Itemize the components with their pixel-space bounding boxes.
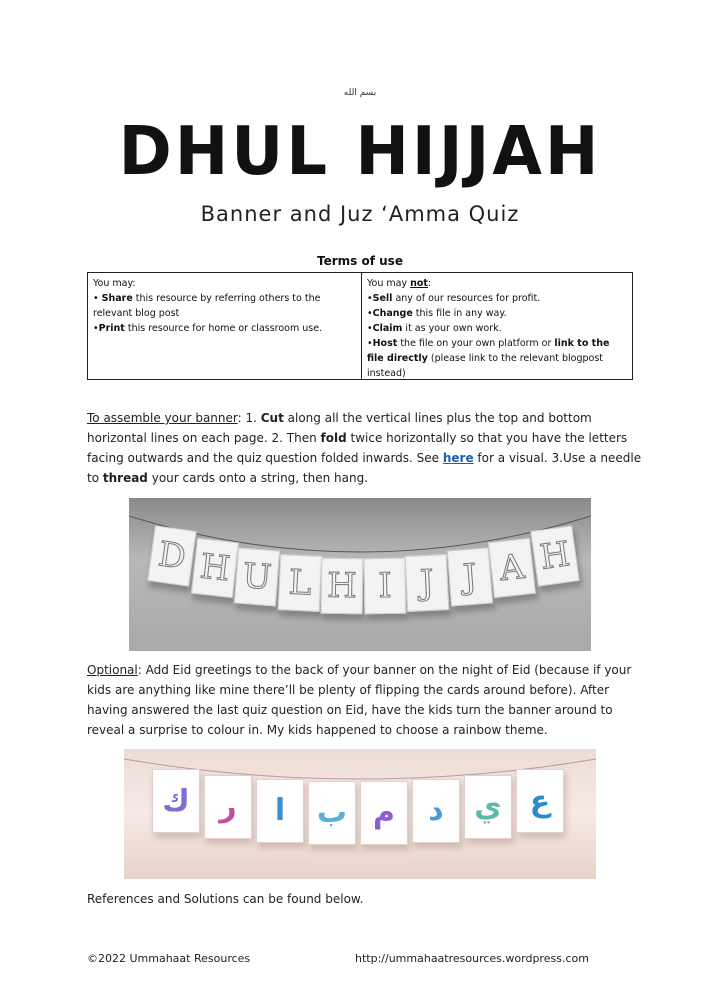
banner-card: H [321, 557, 364, 614]
banner-card: J [446, 547, 492, 606]
banner-card: H [191, 538, 239, 598]
terms-may-not-item: •Host the file on your own platform or link to the file directly (please link to the relevant blogpost instead) [367, 338, 610, 379]
banner-card: D [147, 525, 196, 586]
banner-card: H [530, 525, 579, 586]
optional-label: Optional [87, 663, 138, 677]
eid-banner-card: م [360, 781, 408, 845]
bismillah-text: بسم الله [343, 88, 377, 98]
banner-card: A [488, 538, 536, 598]
eid-banner-card: ع [516, 769, 564, 833]
eid-banner-photo [124, 749, 596, 879]
terms-may-item: •Print this resource for home or classroom use. [93, 323, 323, 334]
banner-card: I [363, 557, 406, 614]
banner-card: J [405, 554, 450, 612]
terms-may-intro: You may: [93, 278, 136, 289]
banner-card: U [234, 547, 280, 606]
eid-banner-card: ك [152, 769, 200, 833]
terms-may-not-column [362, 273, 632, 379]
eid-banner-card: ر [204, 775, 252, 839]
footer-copyright: ©2022 Ummahaat Resources [87, 952, 251, 965]
terms-heading: Terms of use [317, 254, 403, 268]
page-subtitle: Banner and Juz ‘Amma Quiz [200, 202, 520, 226]
assemble-instructions: To assemble your banner: 1. Cut along all the vertical lines plus the top and bottom horizontal lines on each page. 2. Then fold twice horizontally so that you have the letters facing outwards and the quiz question folded inwards. See here for a visual. 3.Use a needle to thread your cards onto a string, then hang. [87, 411, 642, 485]
eid-banner-card: ا [256, 779, 304, 843]
terms-may-not-intro: You may not: [367, 278, 432, 289]
visual-guide-link[interactable]: here [442, 451, 474, 465]
terms-may-not-item: •Claim it as your own work. [367, 323, 502, 334]
terms-may-item: • Share this resource by referring others to the relevant blog post [93, 293, 321, 319]
terms-may-not-item: •Sell any of our resources for profit. [367, 293, 541, 304]
banner-photo [129, 498, 591, 651]
terms-may-not-item: •Change this file in any way. [367, 308, 507, 319]
page-title: DHUL HIJJAH [118, 113, 602, 191]
optional-instructions: Optional: Add Eid greetings to the back of your banner on the night of Eid (because if your kids are anything like mine there’ll be plenty of flipping the cards around before). After having answered the last quiz question on Eid, have the kids turn the banner around to reveal a surprise to colour in. My kids happened to choose a rainbow theme. [87, 663, 632, 737]
terms-may-column [88, 273, 362, 379]
eid-banner-card: ب [308, 781, 356, 845]
assemble-label: To assemble your banner [87, 411, 238, 425]
terms-table [87, 272, 633, 380]
eid-banner-card: د [412, 779, 460, 843]
eid-banner-card: ي [464, 775, 512, 839]
references-note: References and Solutions can be found below. [87, 892, 364, 906]
banner-card: L [277, 554, 322, 612]
footer-website-link[interactable]: http://ummahaatresources.wordpress.com [355, 952, 589, 965]
